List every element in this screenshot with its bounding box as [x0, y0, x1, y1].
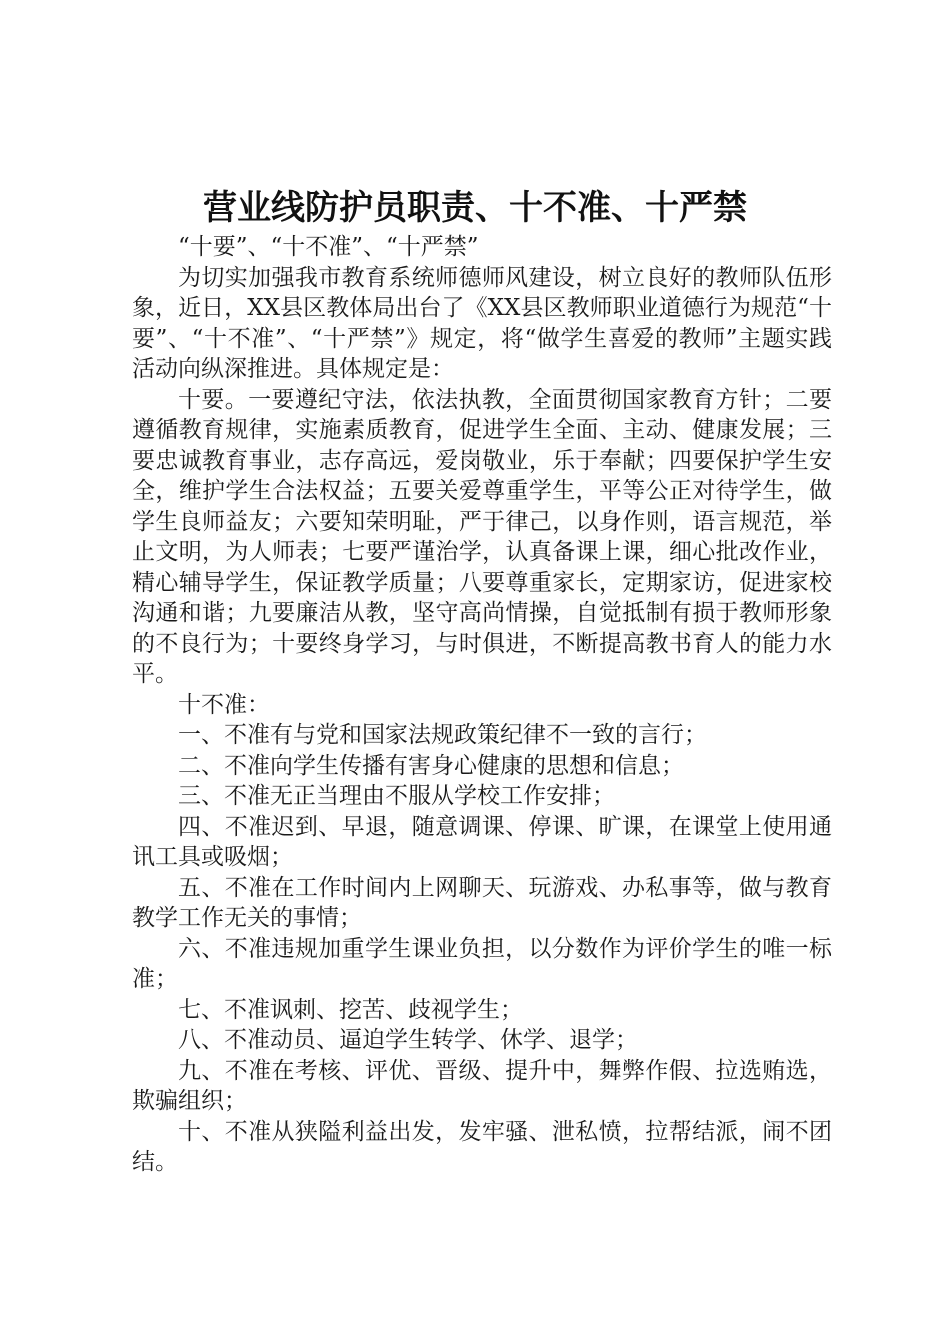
- paragraph: 一、不准有与党和国家法规政策纪律不一致的言行；: [178, 722, 707, 748]
- paragraph: 十、不准从狭隘利益出发，发牢骚、泄私愤，拉帮结派，闹不团结。: [132, 1118, 832, 1175]
- paragraph: 五、不准在工作时间内上网聊天、玩游戏、办私事等，做与教育教学工作无关的事情；: [132, 874, 832, 931]
- paragraph: 十要。一要遵纪守法，依法执教，全面贯彻国家教育方针；二要遵循教育规律，实施素质教育，促进学生全面、主动、健康发展；三要忠诚教育事业，志存高远，爱岗敬业，乐于奉献；四要保护学生安全，维护学生合法权益；五要关爱尊重学生，平等公正对待学生，做学生良师益友；六要知荣明耻，严于律己，以身作则，语言规范，举止文明，为人师表；七要严谨治学，认真备课上课，细心批改作业，精心辅导学生，保证教学质量；八要尊重家长，定期家访，促进家校沟通和谐；九要廉洁从教，坚守高尚情操，自觉抵制有损于教师形象的不良行为；十要终身学习，与时俱进，不断提高教书育人的能力水平。: [132, 386, 832, 687]
- document-body: [132, 232, 832, 1178]
- paragraph: 八、不准动员、逼迫学生转学、休学、退学；: [178, 1027, 638, 1053]
- paragraph: 九、不准在考核、评优、晋级、提升中，舞弊作假、拉选贿选，欺骗组织；: [132, 1057, 832, 1114]
- paragraph: 十不准：: [178, 691, 270, 718]
- paragraph: 为切实加强我市教育系统师德师风建设，树立良好的教师队伍形象，近日，XX县区教体局出台了《XX县区教师职业道德行为规范“十要”、“十不准”、“十严禁”》规定，将“做学生喜爱的教师”主题实践活动向纵深推进。具体规定是：: [132, 264, 832, 382]
- paragraph: 七、不准讽刺、挖苦、歧视学生；: [178, 996, 523, 1023]
- paragraph: 二、不准向学生传播有害身心健康的思想和信息；: [178, 752, 684, 779]
- paragraph: 四、不准迟到、早退，随意调课、停课、旷课，在课堂上使用通讯工具或吸烟；: [132, 813, 832, 870]
- document-title: 营业线防护员职责、十不准、十严禁: [203, 188, 747, 228]
- paragraph: 六、不准违规加重学生课业负担，以分数作为评价学生的唯一标准；: [132, 935, 832, 992]
- paragraph: “十要”、“十不准”、“十严禁”: [178, 234, 479, 260]
- paragraph: 三、不准无正当理由不服从学校工作安排；: [178, 783, 615, 809]
